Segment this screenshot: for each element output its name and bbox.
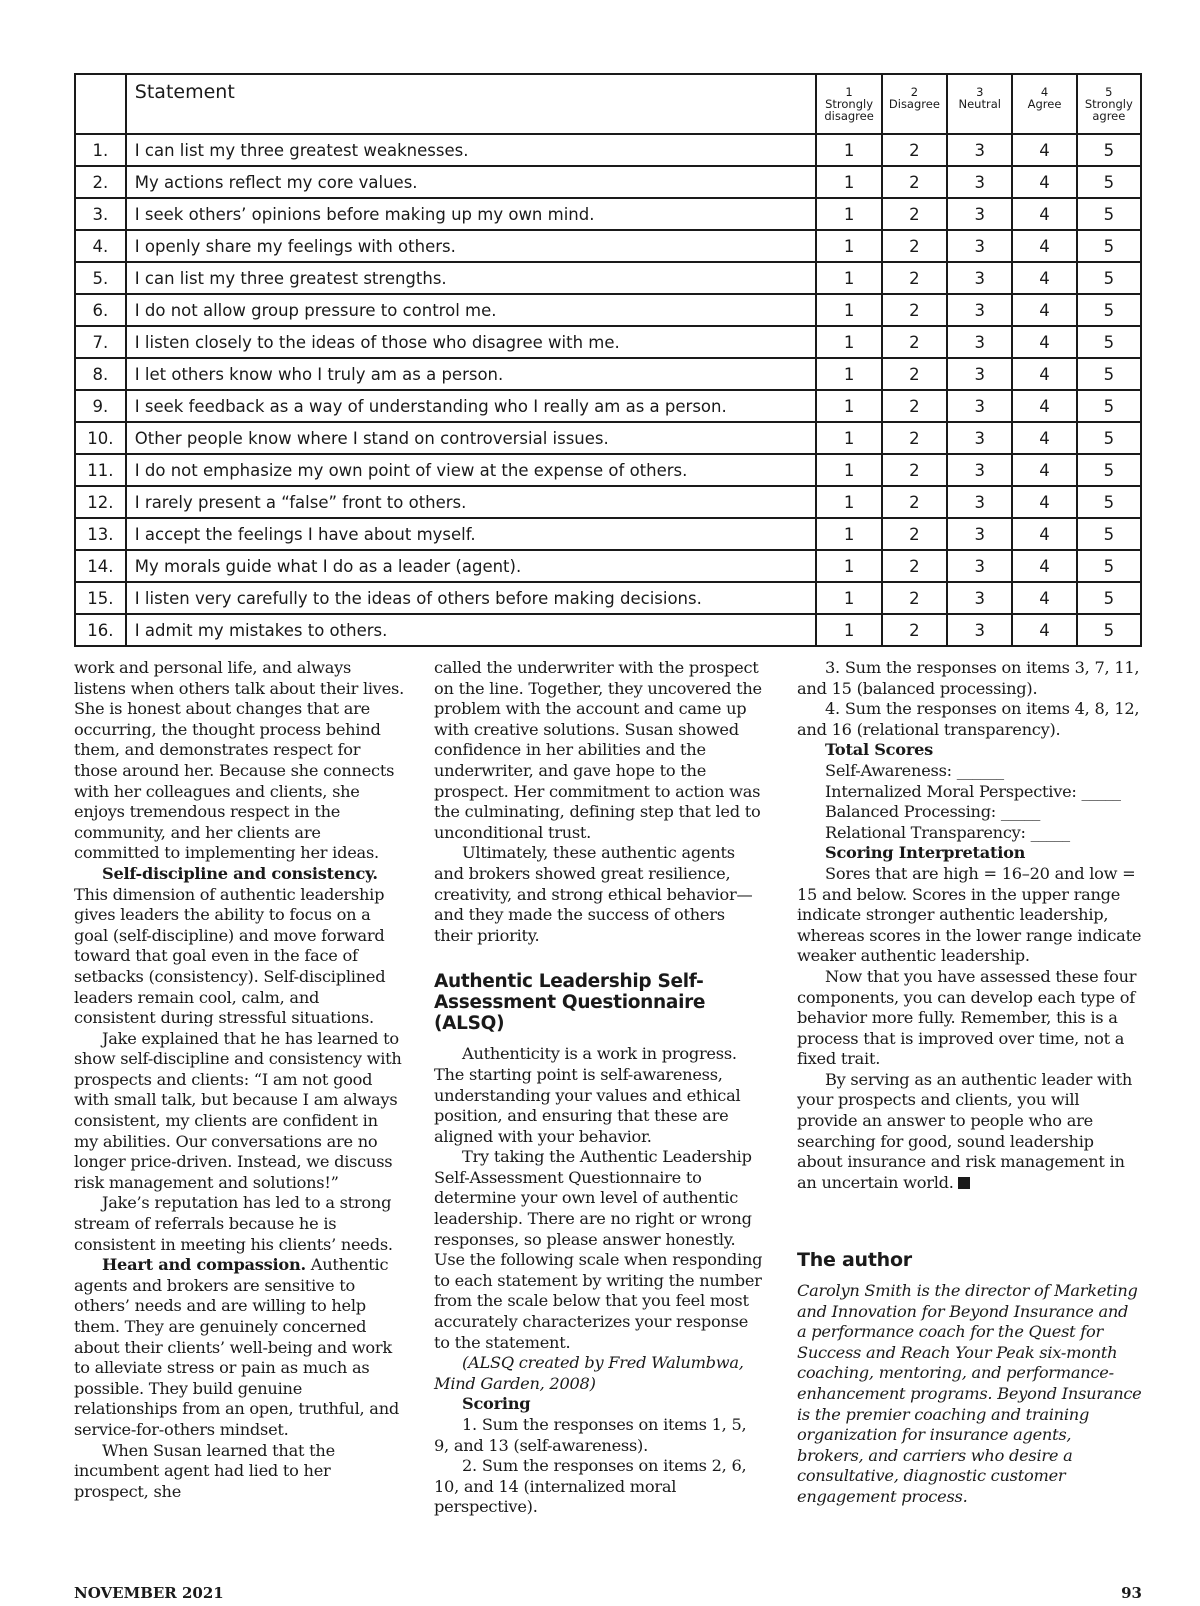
statement-cell: I do not emphasize my own point of view at the expense of others. — [126, 454, 817, 486]
rating-option-1[interactable]: 1 — [816, 134, 881, 166]
rating-option-4[interactable]: 4 — [1012, 518, 1076, 550]
number-header — [75, 74, 126, 134]
right-paragraph-2: Now that you have assessed these four components, you can develop each type of behavior more fully. Remember, this is a process that is improved over time, not a fixed trait. — [797, 966, 1137, 1069]
rating-option-3[interactable]: 3 — [947, 326, 1012, 358]
author-bio: Carolyn Smith is the director of Marketing and Innovation for Beyond Insurance and a performance coach for the Quest for Success and Reach Your Peak six-month coaching, mentoring, and performance-enhancement programs. Beyond Insurance is the premier coaching and training organization for insurance agents, brokers, and carriers who desire a consultative, diagnostic customer engagement process. — [797, 1281, 1142, 1506]
statement-cell: I listen closely to the ideas of those who disagree with me. — [126, 326, 817, 358]
rating-option-4[interactable]: 4 — [1012, 166, 1076, 198]
section-heading-alsq: Authentic Leadership Self-Assessment Questionnaire (ALSQ) — [434, 971, 706, 1035]
middle-paragraph-3: Authenticity is a work in progress. The starting point is self-awareness, understanding your values and ethical position, and ensuring that these are aligned with your behavior. — [434, 1044, 741, 1146]
statement-cell: I do not allow group pressure to control me. — [126, 294, 817, 326]
rating-option-4[interactable]: 4 — [1012, 454, 1076, 486]
rating-option-2[interactable]: 2 — [882, 294, 947, 326]
subhead-heart-compassion: Heart and compassion. — [102, 1255, 306, 1275]
statement-cell: I rarely present a “false” front to others. — [126, 486, 817, 518]
item-number: 15. — [75, 582, 126, 614]
right-paragraph-3: By serving as an authentic leader with your prospects and clients, you will provide an answer to people who are searching for good, sound leadership about insurance and risk management in an uncertain world. — [797, 1069, 1132, 1192]
rating-option-5[interactable]: 5 — [1077, 262, 1141, 294]
rating-option-3[interactable]: 3 — [947, 166, 1012, 198]
rating-option-5[interactable]: 5 — [1077, 358, 1141, 390]
rating-option-4[interactable]: 4 — [1012, 326, 1076, 358]
rating-option-3[interactable]: 3 — [947, 486, 1012, 518]
item-number: 13. — [75, 518, 126, 550]
rating-option-1[interactable]: 1 — [816, 262, 881, 294]
statement-cell: I seek others’ opinions before making up my own mind. — [126, 198, 817, 230]
rating-option-5[interactable]: 5 — [1077, 454, 1141, 486]
item-number: 11. — [75, 454, 126, 486]
end-mark-icon — [958, 1177, 970, 1189]
rating-option-5[interactable]: 5 — [1077, 614, 1141, 646]
page-number: 93 — [1121, 1584, 1142, 1602]
column-right — [797, 658, 1142, 1508]
rating-option-2[interactable]: 2 — [882, 422, 947, 454]
rating-option-3[interactable]: 3 — [947, 390, 1012, 422]
item-number: 2. — [75, 166, 126, 198]
rating-option-4[interactable]: 4 — [1012, 294, 1076, 326]
rating-option-1[interactable]: 1 — [816, 518, 881, 550]
rating-option-1[interactable]: 1 — [816, 358, 881, 390]
rating-option-3[interactable]: 3 — [947, 198, 1012, 230]
table-row — [75, 486, 1141, 518]
rating-option-1[interactable]: 1 — [816, 294, 881, 326]
statement-cell: I admit my mistakes to others. — [126, 614, 817, 646]
item-number: 14. — [75, 550, 126, 582]
alsq-table — [74, 73, 1142, 647]
statement-cell: My morals guide what I do as a leader (agent). — [126, 550, 817, 582]
rating-option-4[interactable]: 4 — [1012, 134, 1076, 166]
rating-option-5[interactable]: 5 — [1077, 326, 1141, 358]
table-row — [75, 294, 1141, 326]
rating-option-5[interactable]: 5 — [1077, 230, 1141, 262]
rating-option-4[interactable]: 4 — [1012, 614, 1076, 646]
rating-option-3[interactable]: 3 — [947, 294, 1012, 326]
rating-option-3[interactable]: 3 — [947, 358, 1012, 390]
alsq-citation: (ALSQ created by Fred Walumbwa, Mind Garden, 2008) — [434, 1353, 744, 1393]
item-number: 3. — [75, 198, 126, 230]
subhead-self-discipline: Self-discipline and consistency. — [102, 863, 378, 883]
column-middle — [434, 658, 766, 1518]
left-paragraph-5: Heart and compassion. Authentic agents and brokers are sensitive to others’ needs and are willing to help them. They are genuinely concerned about their clients’ well-being and work to alleviate stress or pain as much as possible. They build genuine relationships from an open, truthful, and service-for-others mindset. — [74, 1255, 399, 1439]
scale-header-5: 5 Strongly agree — [1077, 74, 1141, 134]
rating-option-3[interactable]: 3 — [947, 230, 1012, 262]
author-heading: The author — [797, 1249, 912, 1272]
table-row — [75, 134, 1141, 166]
left-paragraph-3: Jake explained that he has learned to show self-discipline and consistency with prospects and clients: “I am not good with small talk, but because I am always consistent, my clients are confident in my abilities. Our conversations are no longer price-driven. Instead, we discuss risk management and solutions!” — [74, 1028, 402, 1192]
rating-option-1[interactable]: 1 — [816, 198, 881, 230]
table-row — [75, 582, 1141, 614]
rating-option-4[interactable]: 4 — [1012, 358, 1076, 390]
item-number: 10. — [75, 422, 126, 454]
column-left — [74, 658, 404, 1502]
scoring-step-4: 4. Sum the responses on items 4, 8, 12, and 16 (relational transparency). — [797, 699, 1140, 739]
rating-option-4[interactable]: 4 — [1012, 262, 1076, 294]
rating-option-5[interactable]: 5 — [1077, 134, 1141, 166]
scoring-step-2: 2. Sum the responses on items 2, 6, 10, and 14 (internalized moral perspective). — [434, 1456, 747, 1517]
rating-option-1[interactable]: 1 — [816, 166, 881, 198]
score-relational-transparency: Relational Transparency: _____ — [825, 822, 1070, 842]
scale-header-1: 1 Strongly disagree — [816, 74, 881, 134]
rating-option-2[interactable]: 2 — [882, 518, 947, 550]
middle-paragraph-4: Try taking the Authentic Leadership Self-Assessment Questionnaire to determine your own level of authentic leadership. There are no right or wrong responses, so please answer honestly. Use the following scale when responding to each statement by writing the number from the scale below that you feel most accurately characterizes your response to the statement. — [434, 1147, 763, 1352]
scoring-interpretation-label: Scoring Interpretation — [825, 843, 1026, 863]
rating-option-2[interactable]: 2 — [882, 582, 947, 614]
item-number: 9. — [75, 390, 126, 422]
rating-option-1[interactable]: 1 — [816, 390, 881, 422]
item-number: 1. — [75, 134, 126, 166]
left-paragraph-2: Self-discipline and consistency. This dimension of authentic leadership gives leaders the ability to focus on a goal (self-discipline) and move forward toward that goal even in the face of setbacks (consistency). Self-disciplined leaders remain cool, calm, and consistent during stressful situations. — [74, 863, 386, 1028]
rating-option-1[interactable]: 1 — [816, 486, 881, 518]
footer-date: NOVEMBER 2021 — [74, 1584, 224, 1602]
table-row — [75, 262, 1141, 294]
rating-option-4[interactable]: 4 — [1012, 550, 1076, 582]
rating-option-1[interactable]: 1 — [816, 582, 881, 614]
statement-cell: I let others know who I truly am as a person. — [126, 358, 817, 390]
table-row — [75, 614, 1141, 646]
rating-option-2[interactable]: 2 — [882, 454, 947, 486]
left-paragraph-1: work and personal life, and always listens when others talk about their lives. She is honest about changes that are occurring, the thought process behind them, and demonstrates respect for those around her. Because she connects with her colleagues and clients, she enjoys tremendous respect in the community, and her clients are committed to implementing her ideas. — [74, 658, 404, 863]
rating-option-3[interactable]: 3 — [947, 582, 1012, 614]
item-number: 4. — [75, 230, 126, 262]
rating-option-5[interactable]: 5 — [1077, 486, 1141, 518]
item-number: 5. — [75, 262, 126, 294]
rating-option-4[interactable]: 4 — [1012, 390, 1076, 422]
rating-option-1[interactable]: 1 — [816, 326, 881, 358]
rating-option-2[interactable]: 2 — [882, 550, 947, 582]
item-number: 16. — [75, 614, 126, 646]
rating-option-5[interactable]: 5 — [1077, 294, 1141, 326]
rating-option-5[interactable]: 5 — [1077, 582, 1141, 614]
rating-option-2[interactable]: 2 — [882, 614, 947, 646]
rating-option-3[interactable]: 3 — [947, 134, 1012, 166]
total-scores-list — [797, 740, 1142, 864]
score-balanced-processing: Balanced Processing: _____ — [825, 802, 1041, 822]
statement-cell: I can list my three greatest weaknesses. — [126, 134, 817, 166]
statement-cell: I seek feedback as a way of understanding who I really am as a person. — [126, 390, 817, 422]
statement-cell: I accept the feelings I have about myself. — [126, 518, 817, 550]
scoring-step-3: 3. Sum the responses on items 3, 7, 11, and 15 (balanced processing). — [797, 658, 1140, 698]
rating-option-5[interactable]: 5 — [1077, 166, 1141, 198]
item-number: 8. — [75, 358, 126, 390]
rating-option-5[interactable]: 5 — [1077, 390, 1141, 422]
table-row — [75, 390, 1141, 422]
left-paragraph-6: When Susan learned that the incumbent agent had lied to her prospect, she — [74, 1440, 335, 1501]
rating-option-3[interactable]: 3 — [947, 550, 1012, 582]
statement-cell: My actions reflect my core values. — [126, 166, 817, 198]
table-header-row — [75, 74, 1141, 134]
scale-header-3: 3 Neutral — [947, 74, 1012, 134]
rating-option-2[interactable]: 2 — [882, 198, 947, 230]
rating-option-1[interactable]: 1 — [816, 230, 881, 262]
rating-option-4[interactable]: 4 — [1012, 230, 1076, 262]
rating-option-1[interactable]: 1 — [816, 550, 881, 582]
rating-option-1[interactable]: 1 — [816, 422, 881, 454]
rating-option-2[interactable]: 2 — [882, 326, 947, 358]
table-row — [75, 454, 1141, 486]
rating-option-1[interactable]: 1 — [816, 614, 881, 646]
statement-cell: I openly share my feelings with others. — [126, 230, 817, 262]
rating-option-5[interactable]: 5 — [1077, 518, 1141, 550]
item-number: 6. — [75, 294, 126, 326]
table-body — [75, 134, 1141, 646]
table-row — [75, 198, 1141, 230]
table-row — [75, 230, 1141, 262]
table-row — [75, 518, 1141, 550]
statement-header: Statement — [126, 74, 817, 134]
rating-option-4[interactable]: 4 — [1012, 486, 1076, 518]
rating-option-5[interactable]: 5 — [1077, 550, 1141, 582]
rating-option-3[interactable]: 3 — [947, 454, 1012, 486]
score-self-awareness: Self-Awareness: ______ — [825, 760, 1004, 780]
left-paragraph-4: Jake’s reputation has led to a strong stream of referrals because he is consistent in meeting his clients’ needs. — [74, 1193, 393, 1254]
statement-cell: Other people know where I stand on controversial issues. — [126, 422, 817, 454]
rating-option-2[interactable]: 2 — [882, 134, 947, 166]
rating-option-4[interactable]: 4 — [1012, 422, 1076, 454]
statement-cell: I listen very carefully to the ideas of others before making decisions. — [126, 582, 817, 614]
rating-option-3[interactable]: 3 — [947, 614, 1012, 646]
score-internalized-moral: Internalized Moral Perspective: _____ — [825, 781, 1121, 801]
item-number: 7. — [75, 326, 126, 358]
scoring-step-1: 1. Sum the responses on items 1, 5, 9, and 13 (self-awareness). — [434, 1415, 747, 1455]
scale-header-2: 2 Disagree — [882, 74, 947, 134]
rating-option-3[interactable]: 3 — [947, 262, 1012, 294]
scoring-label: Scoring — [462, 1394, 531, 1414]
rating-option-2[interactable]: 2 — [882, 358, 947, 390]
table-row — [75, 358, 1141, 390]
rating-option-1[interactable]: 1 — [816, 454, 881, 486]
rating-option-2[interactable]: 2 — [882, 486, 947, 518]
middle-paragraph-2: Ultimately, these authentic agents and brokers showed great resilience, creativity, and strong ethical behavior—and they made the success of others their priority. — [434, 843, 753, 945]
rating-option-5[interactable]: 5 — [1077, 422, 1141, 454]
right-paragraph-1: Sores that are high = 16–20 and low = 15 and below. Scores in the upper range indicate stronger authentic leadership, whereas scores in the lower range indicate weaker authentic leadership. — [797, 863, 1142, 966]
rating-option-4[interactable]: 4 — [1012, 198, 1076, 230]
table-row — [75, 422, 1141, 454]
item-number: 12. — [75, 486, 126, 518]
rating-option-3[interactable]: 3 — [947, 518, 1012, 550]
scale-header-4: 4 Agree — [1012, 74, 1076, 134]
table-row — [75, 326, 1141, 358]
total-scores-label: Total Scores — [825, 740, 934, 760]
statement-cell: I can list my three greatest strengths. — [126, 262, 817, 294]
rating-option-2[interactable]: 2 — [882, 262, 947, 294]
rating-option-2[interactable]: 2 — [882, 230, 947, 262]
middle-paragraph-1: called the underwriter with the prospect on the line. Together, they uncovered the problem with the account and came up with creative solutions. Susan showed confidence in her abilities and the underwriter, and gave hope to the prospect. Her commitment to action was the culminating, defining step that led to unconditional trust. — [434, 658, 762, 842]
rating-option-2[interactable]: 2 — [882, 166, 947, 198]
rating-option-4[interactable]: 4 — [1012, 582, 1076, 614]
table-row — [75, 166, 1141, 198]
rating-option-2[interactable]: 2 — [882, 390, 947, 422]
rating-option-3[interactable]: 3 — [947, 422, 1012, 454]
table-row — [75, 550, 1141, 582]
rating-option-5[interactable]: 5 — [1077, 198, 1141, 230]
